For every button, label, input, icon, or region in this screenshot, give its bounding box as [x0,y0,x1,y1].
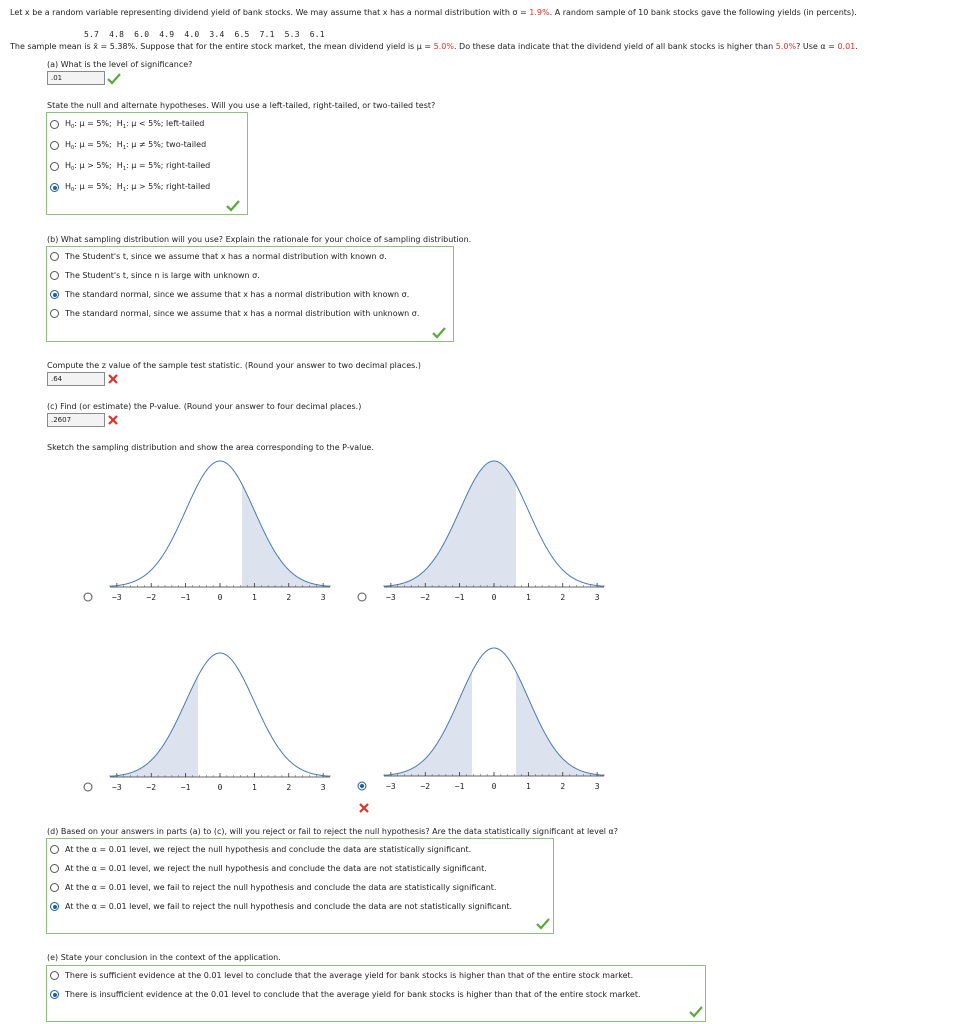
radio-button[interactable] [50,971,59,980]
graph-option-two-tail[interactable] [354,640,614,805]
tick-label: −1 [454,593,465,602]
conclusion-option[interactable] [50,864,487,873]
tick-label: 0 [217,593,223,602]
part-d-question: (d) Based on your answers in parts (a) to (c), will you reject or fail to reject the null hypothesis? Are the data statistically significant at level α? [47,827,619,836]
z-value-question: Compute the z value of the sample test statistic. (Round your answer to two decimal places.) [47,361,421,370]
hypotheses-question: State the null and alternate hypotheses. Will you use a left-tailed, right-tailed, or two-tailed test? [47,101,436,110]
radio-button[interactable] [50,120,59,129]
sketch-question: Sketch the sampling distribution and show the area corresponding to the P-value. [47,443,374,452]
graph-option-left-tail[interactable] [80,645,340,805]
radio-selected[interactable] [50,990,59,999]
tick-label: 2 [286,783,292,792]
correct-check-icon [432,327,446,339]
part-a-question: (a) What is the level of significance? [47,60,193,69]
option-label: There is sufficient evidence at the 0.01 level to conclude that the average yield for bank stocks is higher than that of the entire stock market. [65,971,634,980]
shaded-area [110,676,198,777]
tick-label: 0 [217,783,223,792]
option-label: The standard normal, since we assume that x has a normal distribution with unknown σ. [65,309,420,318]
option-label: The standard normal, since we assume that x has a normal distribution with known σ. [65,290,410,299]
context-conclusion-option[interactable] [50,990,641,999]
normal-curve [110,653,330,776]
correct-check-icon [689,1006,703,1018]
tick-label: −1 [454,782,465,791]
tick-label: 1 [525,782,531,791]
z-value-input[interactable]: .64 [47,372,105,386]
radio-dot [360,784,364,788]
radio-button[interactable] [84,593,92,601]
normal-curve [384,648,604,775]
sample-mean-statement: The sample mean is x̄ = 5.38%. Suppose that for the entire stock market, the mean dividend yield is μ = 5.0%. Do these data indicate that the dividend yield of all bank stocks is higher than 5.0%? Use α = 0.01. [10,42,858,51]
context-conclusion-option[interactable] [50,971,633,980]
option-label: At the α = 0.01 level, we reject the null hypothesis and conclude the data are statistically significant. [65,845,472,854]
tick-label: 3 [594,782,600,791]
radio-button[interactable] [50,162,59,171]
tick-label: 1 [251,593,257,602]
incorrect-x-icon [359,803,369,813]
conclusion-option[interactable] [50,845,471,854]
option-label: $H_0$: μ = 5%; $H_1$: μ > 5%; right-tailed [65,182,211,193]
tick-label: −2 [146,593,157,602]
radio-button[interactable] [50,271,59,280]
significance-input[interactable]: .01 [47,71,105,85]
p-value-input[interactable]: .2607 [47,413,105,427]
correct-check-icon [536,918,550,930]
incorrect-x-icon [108,374,118,384]
option-label: At the α = 0.01 level, we reject the null hypothesis and conclude the data are not statistically significant. [65,864,487,873]
radio-button[interactable] [84,783,92,791]
option-label: $H_0$: μ > 5%; $H_1$: μ = 5%; right-tailed [65,161,211,172]
shaded-area [242,484,330,587]
tick-label: 1 [525,593,531,602]
tick-label: 1 [251,783,257,792]
shaded-area [516,672,604,776]
tick-label: 0 [491,593,497,602]
radio-button[interactable] [50,845,59,854]
conclusion-option[interactable] [50,902,512,911]
tick-label: 2 [560,782,566,791]
option-label: $H_0$: μ = 5%; $H_1$: μ < 5%; left-tailed [65,119,205,130]
correct-check-icon [226,200,240,212]
option-label: At the α = 0.01 level, we fail to reject the null hypothesis and conclude the data are not statistically significant. [65,902,513,911]
part-c-question: (c) Find (or estimate) the P-value. (Round your answer to four decimal places.) [47,402,362,411]
option-label: The Student's t, since we assume that x has a normal distribution with known σ. [65,252,387,261]
tick-label: −2 [420,593,431,602]
radio-button[interactable] [50,864,59,873]
hypothesis-option[interactable] [50,119,204,130]
radio-button[interactable] [50,141,59,150]
distribution-option[interactable] [50,252,387,261]
graph-option-center[interactable] [354,455,614,615]
distribution-option[interactable] [50,309,419,318]
option-label: $H_0$: μ = 5%; $H_1$: μ ≠ 5%; two-tailed [65,140,207,151]
radio-button[interactable] [358,593,366,601]
radio-selected[interactable] [50,902,59,911]
option-label: The Student's t, since n is large with unknown σ. [65,271,260,280]
shaded-area [384,672,472,776]
tick-label: 0 [491,782,497,791]
tick-label: 2 [286,593,292,602]
normal-curve [110,461,330,586]
tick-label: −2 [146,783,157,792]
tick-label: −1 [180,783,191,792]
tick-label: −3 [112,593,122,602]
tick-label: −3 [386,593,396,602]
correct-check-icon [107,73,121,85]
tick-label: 3 [320,783,326,792]
tick-label: −3 [112,783,122,792]
sigma-value: 1.9% [529,8,550,17]
option-label: At the α = 0.01 level, we fail to reject the null hypothesis and conclude the data are statistically significant. [65,883,497,892]
part-e-question: (e) State your conclusion in the context of the application. [47,953,281,962]
tick-label: 3 [594,593,600,602]
radio-button[interactable] [50,252,59,261]
option-label: There is insufficient evidence at the 0.01 level to conclude that the average yield for bank stocks is higher than that of the entire stock market. [65,990,641,999]
radio-button[interactable] [50,309,59,318]
tick-label: −2 [420,782,431,791]
tick-label: −1 [180,593,191,602]
incorrect-x-icon [108,415,118,425]
hypothesis-option[interactable] [50,161,210,172]
sample-data: 5.7 4.8 6.0 4.9 4.0 3.4 6.5 7.1 5.3 6.1 [84,30,325,39]
problem-statement: Let x be a random variable representing dividend yield of bank stocks. We may assume that x has a normal distribution with σ = 1.9%. A random sample of 10 bank stocks gave the following yields (in percents). [10,8,857,17]
part-b-question: (b) What sampling distribution will you use? Explain the rationale for your choice of sampling distribution. [47,235,472,244]
tick-label: 2 [560,593,566,602]
tick-label: −3 [386,782,396,791]
distribution-option[interactable] [50,271,260,280]
hypothesis-option[interactable] [50,182,210,193]
graph-option-right-tail[interactable] [80,455,340,615]
radio-button[interactable] [50,883,59,892]
tick-label: 3 [320,593,326,602]
conclusion-option[interactable] [50,883,496,892]
shaded-area [384,461,516,587]
hypothesis-option[interactable] [50,140,206,151]
radio-selected[interactable] [50,290,59,299]
distribution-option[interactable] [50,290,409,299]
radio-selected[interactable] [50,183,59,192]
